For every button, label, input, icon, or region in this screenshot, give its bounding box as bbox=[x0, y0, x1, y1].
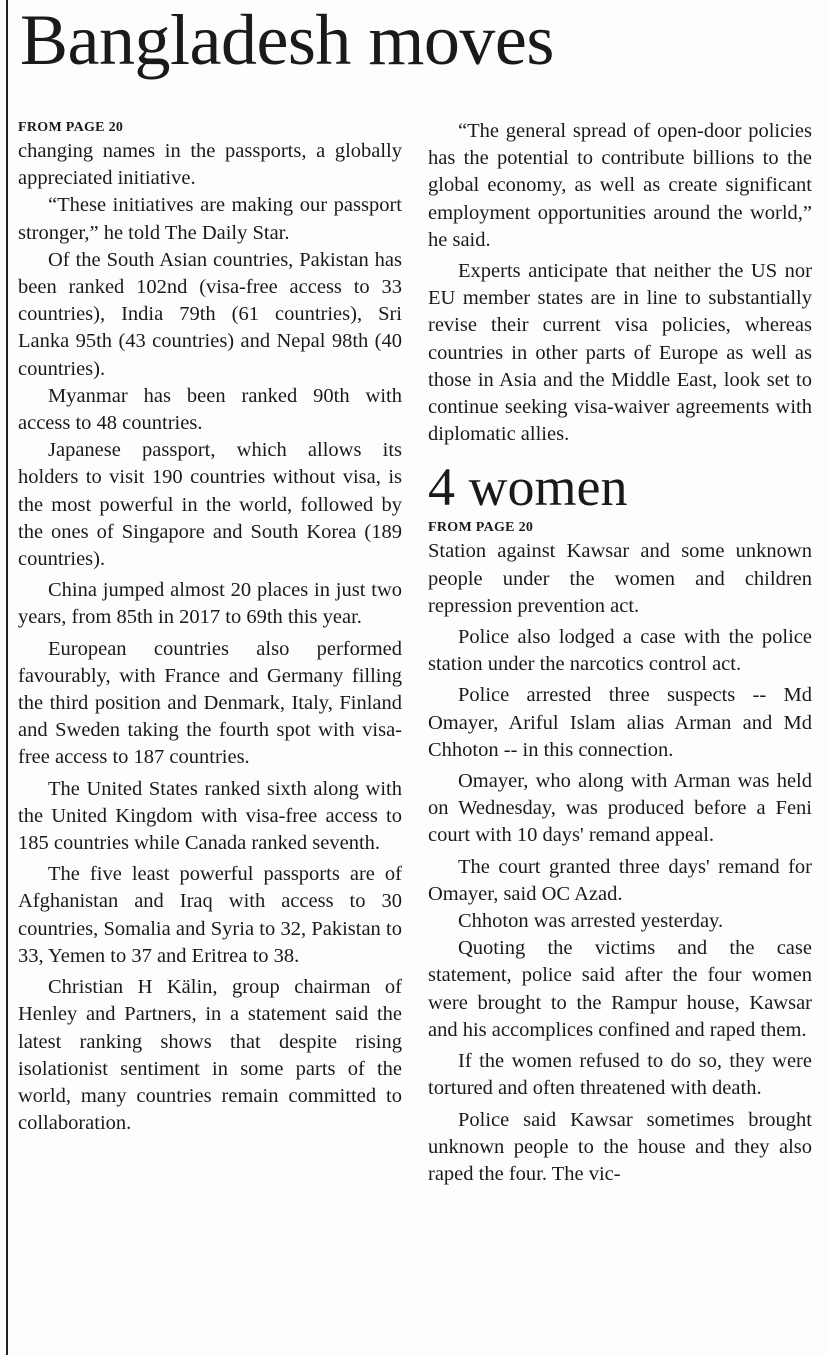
article-paragraph: China jumped almost 20 places in just two years, from 85th in 2017 to 69th this year. bbox=[18, 579, 402, 629]
article-paragraph: The court granted three days' remand for Omayer, said OC Azad. bbox=[428, 855, 812, 905]
article-paragraph: European countries also performed favourably, with France and Germany filling the third position and Denmark, Italy, Finland and Sweden taking the fourth spot with visa-free access to 187 countries. bbox=[18, 637, 402, 769]
article-paragraph: Myanmar has been ranked 90th with access to 48 countries. bbox=[18, 384, 402, 435]
article-paragraph: Experts anticipate that neither the US nor EU member states are in line to substantially revise their current visa policies, whereas countries in other parts of Europe as well as those in Asia and the Middle East, look set to continue seeking visa-waiver agreements with diplomatic allies. bbox=[428, 260, 812, 446]
from-page-label: FROM PAGE 20 bbox=[428, 520, 534, 536]
from-page-label: FROM PAGE 20 bbox=[18, 120, 124, 135]
article-paragraph: Of the South Asian countries, Pakistan has been ranked 102nd (visa-free access to 33 countries), India 79th (61 countries), Sri Lanka 95th (43 countries) and Nepal 98th (40 countries). bbox=[18, 248, 402, 380]
article-paragraph: Japanese passport, which allows its holders to visit 190 countries without visa, is the most powerful in the world, followed by the ones of Singapore and South Korea (189 countries). bbox=[18, 439, 402, 571]
article-paragraph: Quoting the victims and the case statement, police said after the four women were brought to the Rampur house, Kawsar and his accomplices confined and raped them. bbox=[428, 937, 812, 1041]
article-paragraph: Station against Kawsar and some unknown people under the women and children repression prevention act. bbox=[428, 540, 812, 617]
headline-bangladesh-moves: Bangladesh moves bbox=[20, 0, 554, 80]
article-paragraph: Christian H Kälin, group chairman of Henley and Partners, in a statement said the latest ranking shows that despite rising isolationist sentiment in some parts of the world, many countries remain committed to collaboration. bbox=[18, 976, 402, 1135]
article-paragraph: “The general spread of open-door policies has the potential to contribute billions to the global economy, as well as create significant employment opportunities around the world,” he said. bbox=[428, 120, 812, 251]
article-paragraph: Police arrested three suspects -- Md Omayer, Ariful Islam alias Arman and Md Chhoton -- in this connection. bbox=[428, 684, 812, 761]
article-paragraph: Police said Kawsar sometimes brought unknown people to the house and they also raped the four. The vic- bbox=[428, 1108, 812, 1185]
article-paragraph: “These initiatives are making our passport stronger,” he told The Daily Star. bbox=[18, 194, 402, 244]
article-paragraph: changing names in the passports, a globally appreciated initiative. bbox=[18, 140, 402, 190]
article-paragraph: Chhoton was arrested yesterday. bbox=[458, 910, 724, 933]
article-right-column bbox=[428, 118, 812, 1188]
article-paragraph: If the women refused to do so, they were tortured and often threatened with death. bbox=[428, 1050, 812, 1100]
article-bangladesh-left-column bbox=[18, 118, 402, 1137]
column-divider bbox=[6, 0, 8, 1355]
article-paragraph: Police also lodged a case with the police station under the narcotics control act. bbox=[428, 626, 812, 676]
headline-4-women: 4 women bbox=[428, 457, 628, 518]
article-paragraph: The United States ranked sixth along with the United Kingdom with visa-free access to 185 countries while Canada ranked seventh. bbox=[18, 777, 402, 855]
article-paragraph: Omayer, who along with Arman was held on Wednesday, was produced before a Feni court with 10 days' remand appeal. bbox=[428, 770, 812, 847]
article-paragraph: The five least powerful passports are of Afghanistan and Iraq with access to 30 countries, Somalia and Syria to 32, Pakistan to 33, Yemen to 37 and Eritrea to 38. bbox=[18, 863, 402, 967]
